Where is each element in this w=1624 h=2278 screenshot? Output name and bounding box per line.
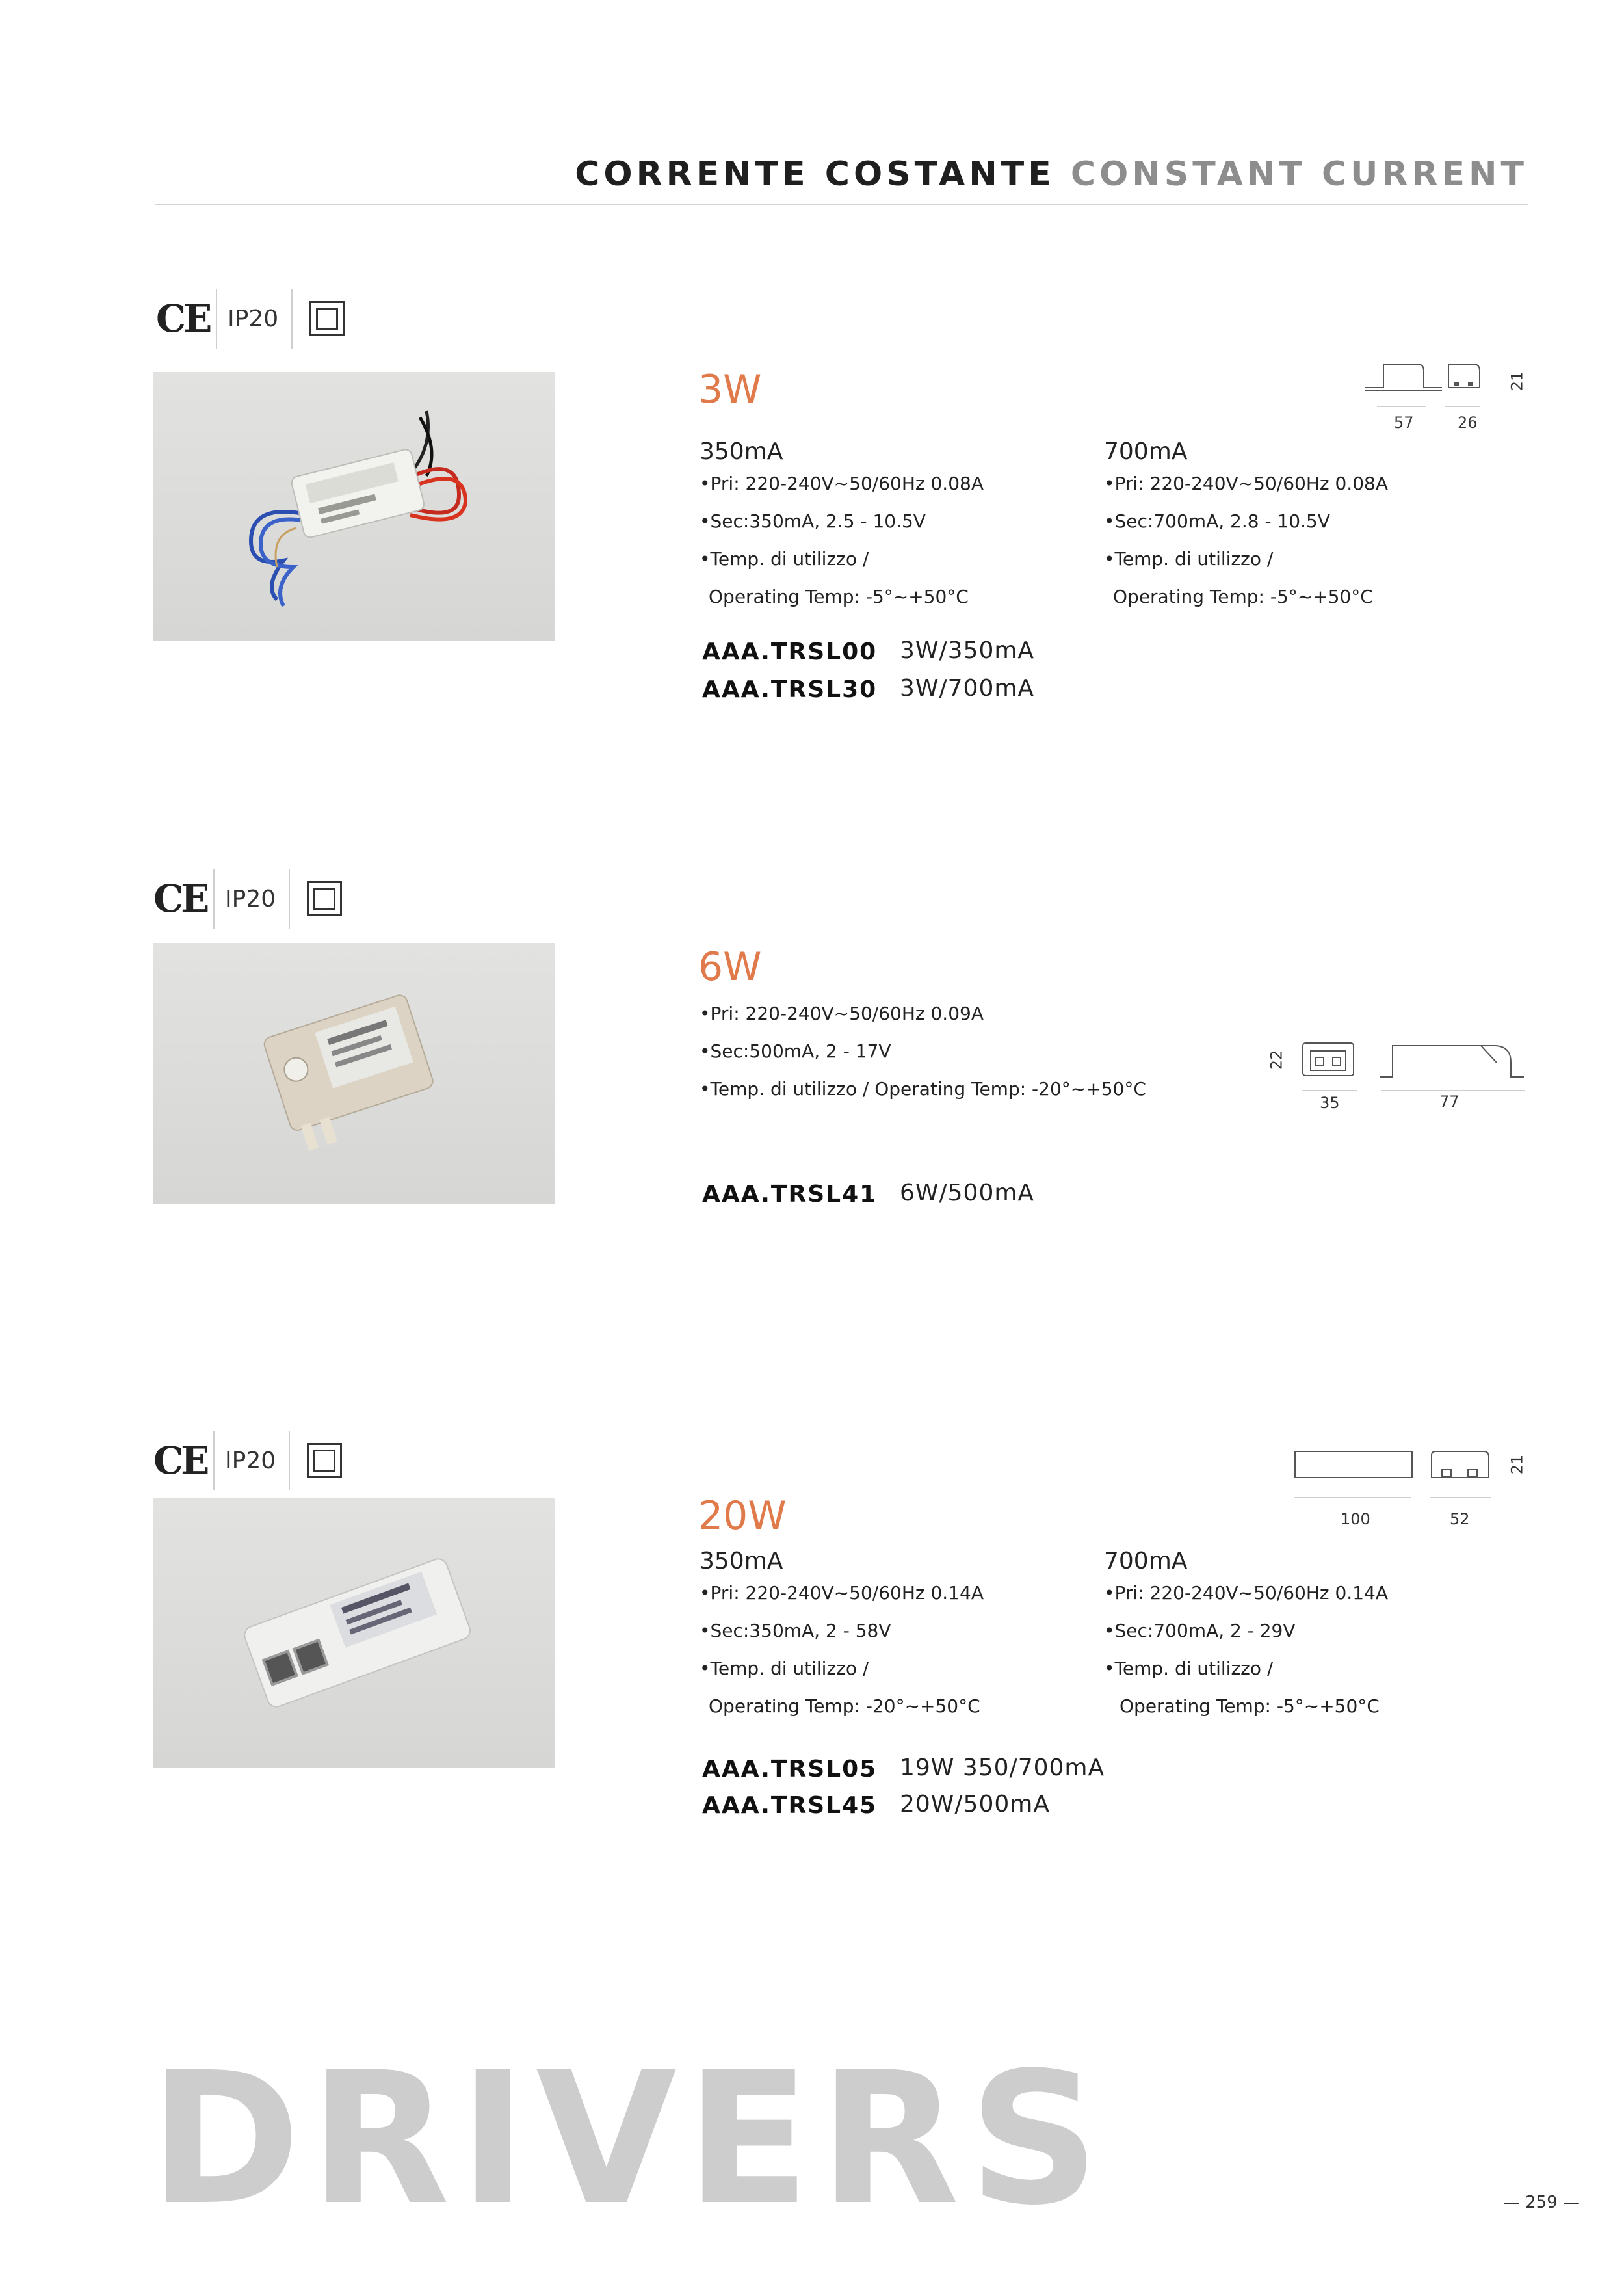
product-code: AAA.TRSL00 xyxy=(702,639,878,665)
product-code-desc: 3W/700mA xyxy=(900,675,1035,702)
product-wattage: 20W xyxy=(698,1493,787,1539)
cert-divider xyxy=(213,869,215,929)
double-insulation-icon xyxy=(307,1443,342,1478)
spec-temp: •Temp. di utilizzo / Operating Temp: -20°~+50°C xyxy=(700,1078,1146,1100)
spec-secondary: •Sec:500mA, 2 - 17V xyxy=(700,1040,891,1062)
header-title-en: CONSTANT CURRENT xyxy=(1070,155,1528,194)
spec-temp-label: •Temp. di utilizzo / xyxy=(700,548,869,570)
ce-mark-icon: CE xyxy=(153,877,207,921)
dim-height: 21 xyxy=(1508,1454,1526,1475)
spec-secondary: •Sec:700mA, 2 - 29V xyxy=(1104,1620,1296,1641)
product-photo-3w xyxy=(153,372,555,641)
dim-length: 57 xyxy=(1394,414,1414,432)
spec-column-6w xyxy=(700,995,1146,1108)
spec-column-700 xyxy=(1104,1548,1388,1725)
cert-divider xyxy=(289,1431,290,1490)
spec-current: 700mA xyxy=(1104,1548,1188,1574)
spec-temp-range: Operating Temp: -5°~+50°C xyxy=(709,586,969,607)
cert-divider xyxy=(289,869,290,929)
dimension-drawing-3w xyxy=(1364,356,1513,434)
cert-row-20w xyxy=(153,1431,342,1490)
spec-secondary: •Sec:350mA, 2.5 - 10.5V xyxy=(700,510,926,532)
ce-mark-icon: CE xyxy=(156,297,210,341)
spec-current: 350mA xyxy=(700,438,783,465)
dimension-drawing-6w xyxy=(1299,1037,1526,1089)
spec-temp-label: •Temp. di utilizzo / xyxy=(1104,1658,1274,1679)
spec-temp-range: Operating Temp: -20°~+50°C xyxy=(709,1695,980,1717)
dim-line xyxy=(1445,406,1480,407)
dim-height: 21 xyxy=(1508,371,1526,391)
cert-row-3w xyxy=(156,289,345,349)
spec-temp-range: Operating Temp: -5°~+50°C xyxy=(1120,1695,1380,1717)
ip-rating: IP20 xyxy=(225,1447,276,1474)
dim-line xyxy=(1294,1497,1411,1498)
spec-current: 700mA xyxy=(1104,438,1188,465)
product-code-desc: 6W/500mA xyxy=(900,1180,1035,1206)
dim-line xyxy=(1430,1497,1491,1498)
ip-rating: IP20 xyxy=(228,305,279,332)
product-code-desc: 19W 350/700mA xyxy=(900,1755,1105,1781)
product-code-desc: 20W/500mA xyxy=(900,1791,1050,1818)
section-title: DRIVERS xyxy=(150,2033,1109,2245)
product-photo-20w xyxy=(153,1498,555,1768)
dim-width: 52 xyxy=(1450,1510,1470,1528)
page-header xyxy=(575,155,1528,194)
spec-primary: •Pri: 220-240V~50/60Hz 0.09A xyxy=(700,1003,984,1024)
product-code-desc: 3W/350mA xyxy=(900,637,1035,664)
dimension-drawing-20w xyxy=(1292,1448,1526,1487)
dim-length: 77 xyxy=(1439,1093,1460,1111)
spec-column-700 xyxy=(1104,438,1388,616)
ce-mark-icon: CE xyxy=(153,1438,207,1483)
header-divider xyxy=(155,204,1528,205)
spec-column-350 xyxy=(700,438,984,616)
cert-divider xyxy=(291,289,293,349)
dim-line xyxy=(1381,1090,1525,1091)
dim-width: 35 xyxy=(1320,1094,1340,1112)
spec-temp-range: Operating Temp: -5°~+50°C xyxy=(1113,586,1373,607)
spec-primary: •Pri: 220-240V~50/60Hz 0.08A xyxy=(700,473,984,494)
spec-current: 350mA xyxy=(700,1548,783,1574)
spec-primary: •Pri: 220-240V~50/60Hz 0.08A xyxy=(1104,473,1388,494)
spec-secondary: •Sec:700mA, 2.8 - 10.5V xyxy=(1104,510,1330,532)
spec-primary: •Pri: 220-240V~50/60Hz 0.14A xyxy=(1104,1582,1388,1604)
dim-length: 100 xyxy=(1341,1510,1370,1528)
spec-column-350 xyxy=(700,1548,984,1725)
product-wattage: 3W xyxy=(698,367,762,412)
product-wattage: 6W xyxy=(698,944,762,990)
product-code: AAA.TRSL30 xyxy=(702,676,878,703)
product-code: AAA.TRSL05 xyxy=(702,1756,878,1782)
dim-height: 22 xyxy=(1267,1050,1286,1070)
page-number: — 259 — xyxy=(1502,2193,1580,2212)
product-photo-6w xyxy=(153,943,555,1204)
dim-width: 26 xyxy=(1458,414,1478,432)
dim-line xyxy=(1302,1090,1357,1091)
cert-divider xyxy=(216,289,217,349)
spec-secondary: •Sec:350mA, 2 - 58V xyxy=(700,1620,891,1641)
cert-row-6w xyxy=(153,869,342,929)
double-insulation-icon xyxy=(309,301,345,336)
spec-temp-label: •Temp. di utilizzo / xyxy=(1104,548,1274,570)
cert-divider xyxy=(213,1431,215,1490)
product-code: AAA.TRSL41 xyxy=(702,1181,878,1208)
spec-temp-label: •Temp. di utilizzo / xyxy=(700,1658,869,1679)
header-title-it: CORRENTE COSTANTE xyxy=(575,155,1055,194)
product-code: AAA.TRSL45 xyxy=(702,1792,878,1819)
ip-rating: IP20 xyxy=(225,885,276,912)
dim-line xyxy=(1377,406,1426,407)
double-insulation-icon xyxy=(307,881,342,916)
spec-primary: •Pri: 220-240V~50/60Hz 0.14A xyxy=(700,1582,984,1604)
